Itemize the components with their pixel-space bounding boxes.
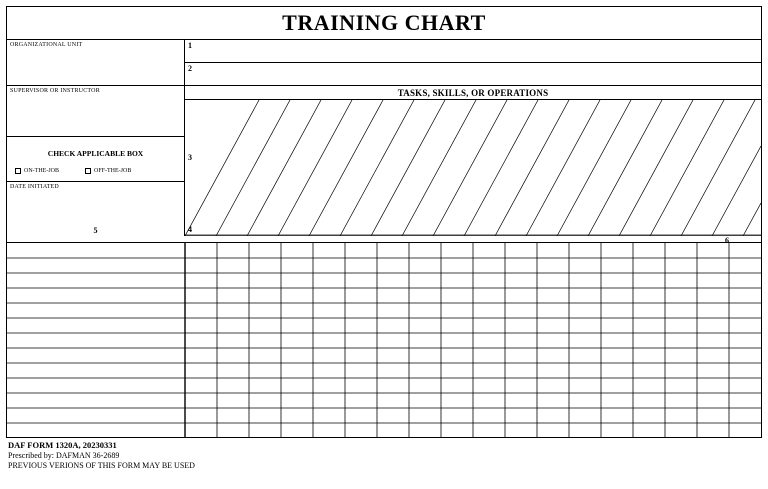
block-number-4: 4 xyxy=(188,225,192,234)
date-initiated-cell[interactable] xyxy=(7,182,184,236)
check-applicable-box-label: CHECK APPLICABLE BOX xyxy=(47,149,144,158)
supervisor-or-instructor-cell[interactable] xyxy=(7,86,184,137)
block-number-5: 5 xyxy=(93,226,98,235)
grid-svg xyxy=(7,243,761,438)
training-records-grid[interactable] xyxy=(7,242,761,439)
diagonal-lines-svg xyxy=(185,100,761,236)
diagonal-task-header-area xyxy=(185,100,761,236)
check-options-row xyxy=(7,168,184,174)
form-footer xyxy=(8,440,508,471)
form-identifier: DAF FORM 1320A, 20230331 xyxy=(8,440,117,450)
off-the-job-checkbox[interactable] xyxy=(85,168,91,174)
previous-versions-text: PREVIOUS VERIONS OF THIS FORM MAY BE USED xyxy=(8,461,195,470)
off-the-job-option[interactable] xyxy=(85,168,131,174)
block-number-3: 3 xyxy=(188,153,192,162)
on-the-job-option[interactable] xyxy=(15,168,59,174)
form-title-band xyxy=(7,7,761,40)
page-title: TRAINING CHART xyxy=(282,10,486,35)
block-2-row[interactable] xyxy=(185,63,761,86)
date-initiated-label: DATE INITIATED xyxy=(10,184,59,190)
organizational-unit-cell[interactable] xyxy=(7,40,184,86)
left-information-column xyxy=(7,40,185,236)
form-outer-border xyxy=(6,6,762,438)
supervisor-or-instructor-label: SUPERVISOR OR INSTRUCTOR xyxy=(10,88,100,94)
organizational-unit-label: ORGANIZATIONAL UNIT xyxy=(10,42,83,48)
tasks-skills-operations-label: TASKS, SKILLS, OR OPERATIONS xyxy=(397,87,549,98)
block-number-1: 1 xyxy=(188,41,192,50)
block-number-2: 2 xyxy=(188,64,192,73)
tasks-skills-operations-header xyxy=(185,86,761,100)
on-the-job-checkbox[interactable] xyxy=(15,168,21,174)
block-number-6: 6 xyxy=(725,236,729,245)
off-the-job-label: OFF-THE-JOB xyxy=(94,168,132,174)
prescribed-by-text: Prescribed by: DAFMAN 36-2689 xyxy=(8,451,120,460)
block-1-row[interactable] xyxy=(185,40,761,63)
on-the-job-label: ON-THE-JOB xyxy=(24,168,59,174)
check-applicable-box-cell xyxy=(7,137,184,182)
